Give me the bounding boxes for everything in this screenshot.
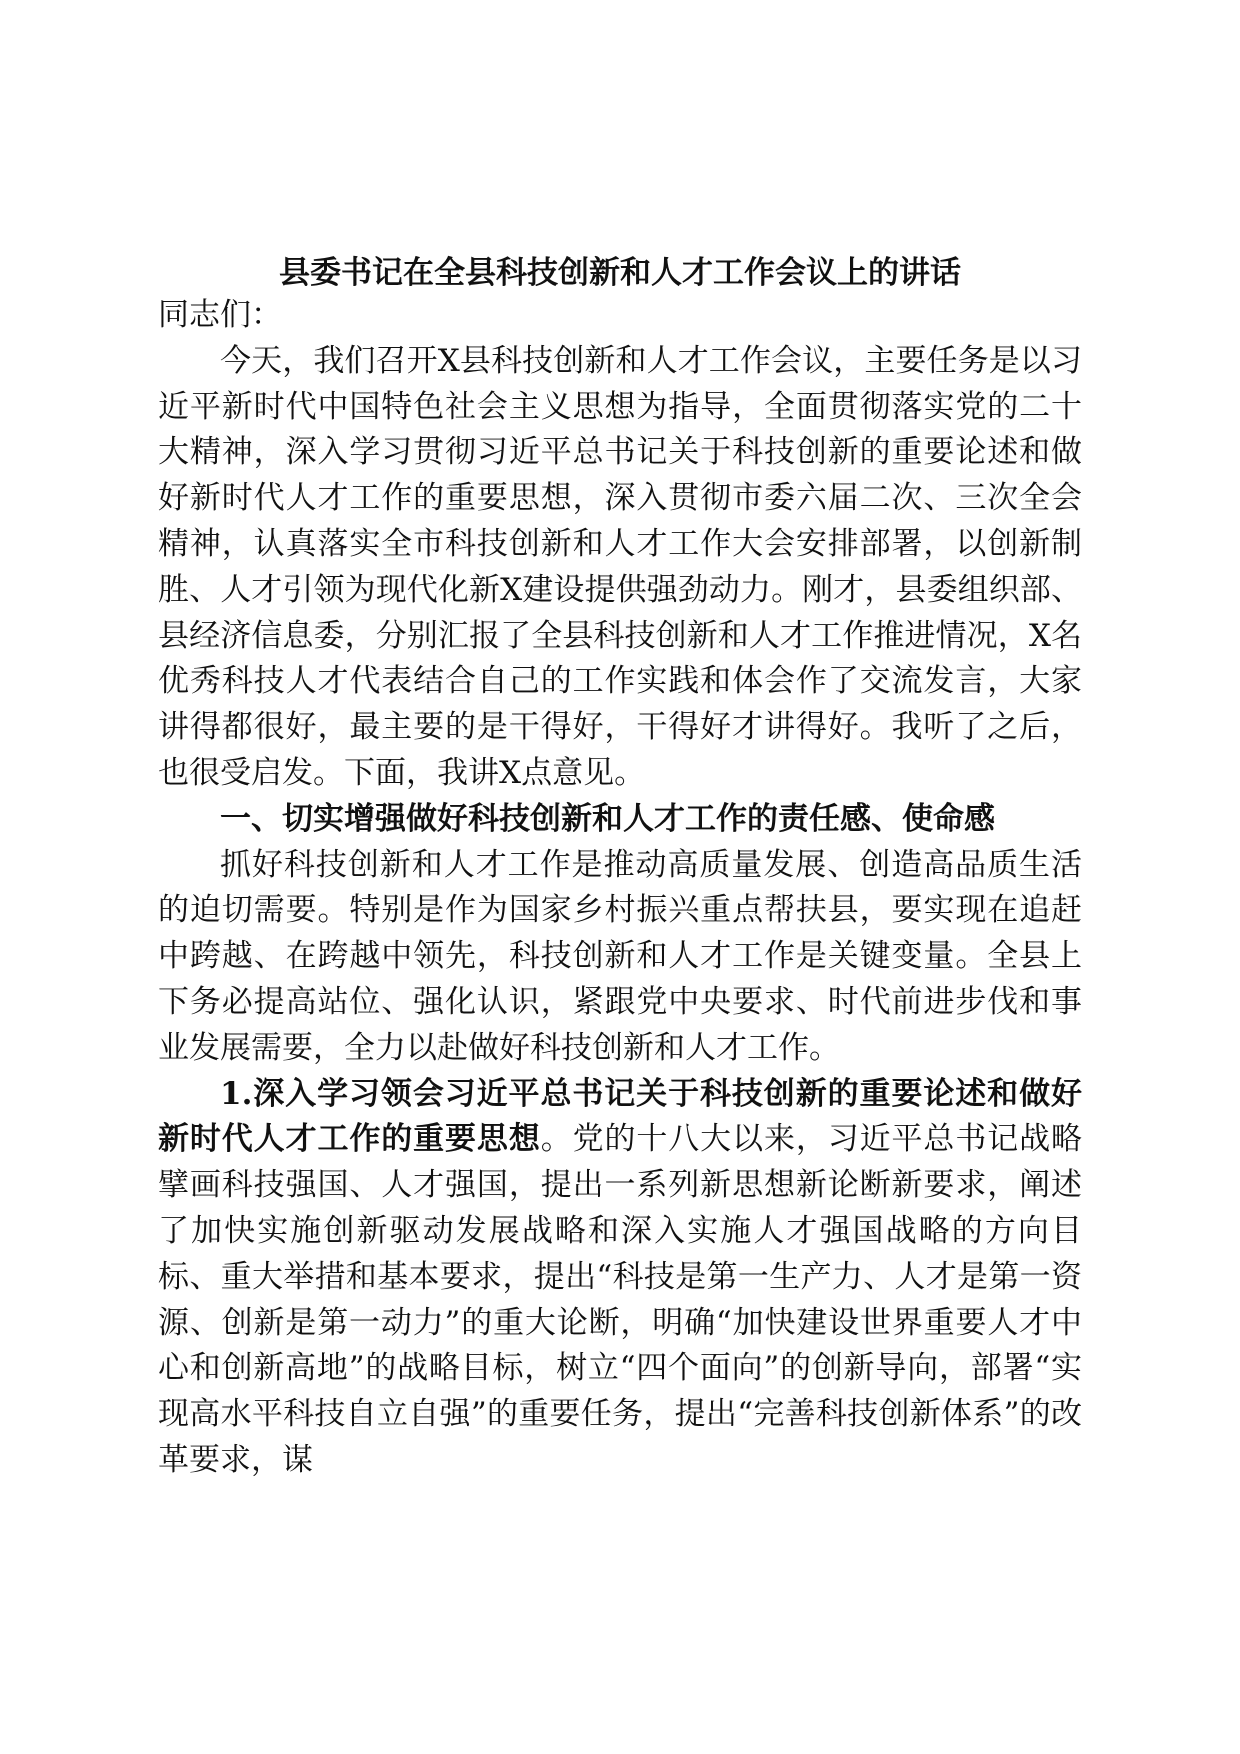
section-paragraph: 抓好科技创新和人才工作是推动高质量发展、创造高品质生活的迫切需要。特别是作为国家乡村振兴重点帮扶县，要实现在追赶中跨越、在跨越中领先，科技创新和人才工作是关键变量。全县上下务必提高站位、强化认识，紧跟党中央要求、时代前进步伐和事业发展需要，全力以赴做好科技创新和人才工作。 [158, 846, 1082, 1066]
point-text: 。党的十八大以来，习近平总书记战略擘画科技强国、人才强国，提出一系列新思想新论断新要求，阐述了加快实施创新驱动发展战略和深入实施人才强国战略的方向目标、重大举措和基本要求，提出“科技是第一生产力、人才是第一资源、创新是第一动力”的重大论断，明确“加快建设世界重要人才中心和创新高地”的战略目标，树立“四个面向”的创新导向，部署“实现高水平科技自立自强”的重要任务，提出“完善科技创新体系”的改革要求，谋 [158, 1121, 1083, 1478]
salutation: 同志们： [158, 297, 282, 333]
point-paragraph [158, 1072, 1082, 1484]
document-page [158, 253, 1082, 1484]
point-lead: 1.深入学习领会习近平总书记关于科技创新的重要论述和做好新时代人才工作的重要思想 [158, 1075, 1082, 1158]
section-heading: 一、切实增强做好科技创新和人才工作的责任感、使命感 [220, 800, 995, 837]
document-title: 县委书记在全县科技创新和人才工作会议上的讲话 [279, 255, 961, 291]
intro-paragraph: 今天，我们召开X县科技创新和人才工作会议，主要任务是以习近平新时代中国特色社会主义思想为指导，全面贯彻落实党的二十大精神，深入学习贯彻习近平总书记关于科技创新的重要论述和做好新时代人才工作的重要思想，深入贯彻市委六届二次、三次全会精神，认真落实全市科技创新和人才工作大会安排部署，以创新制胜、人才引领为现代化新X建设提供强劲动力。刚才，县委组织部、县经济信息委，分别汇报了全县科技创新和人才工作推进情况，X名优秀科技人才代表结合自己的工作实践和体会作了交流发言，大家讲得都很好，最主要的是干得好，干得好才讲得好。我听了之后，也很受启发。下面，我讲X点意见。 [158, 342, 1082, 791]
